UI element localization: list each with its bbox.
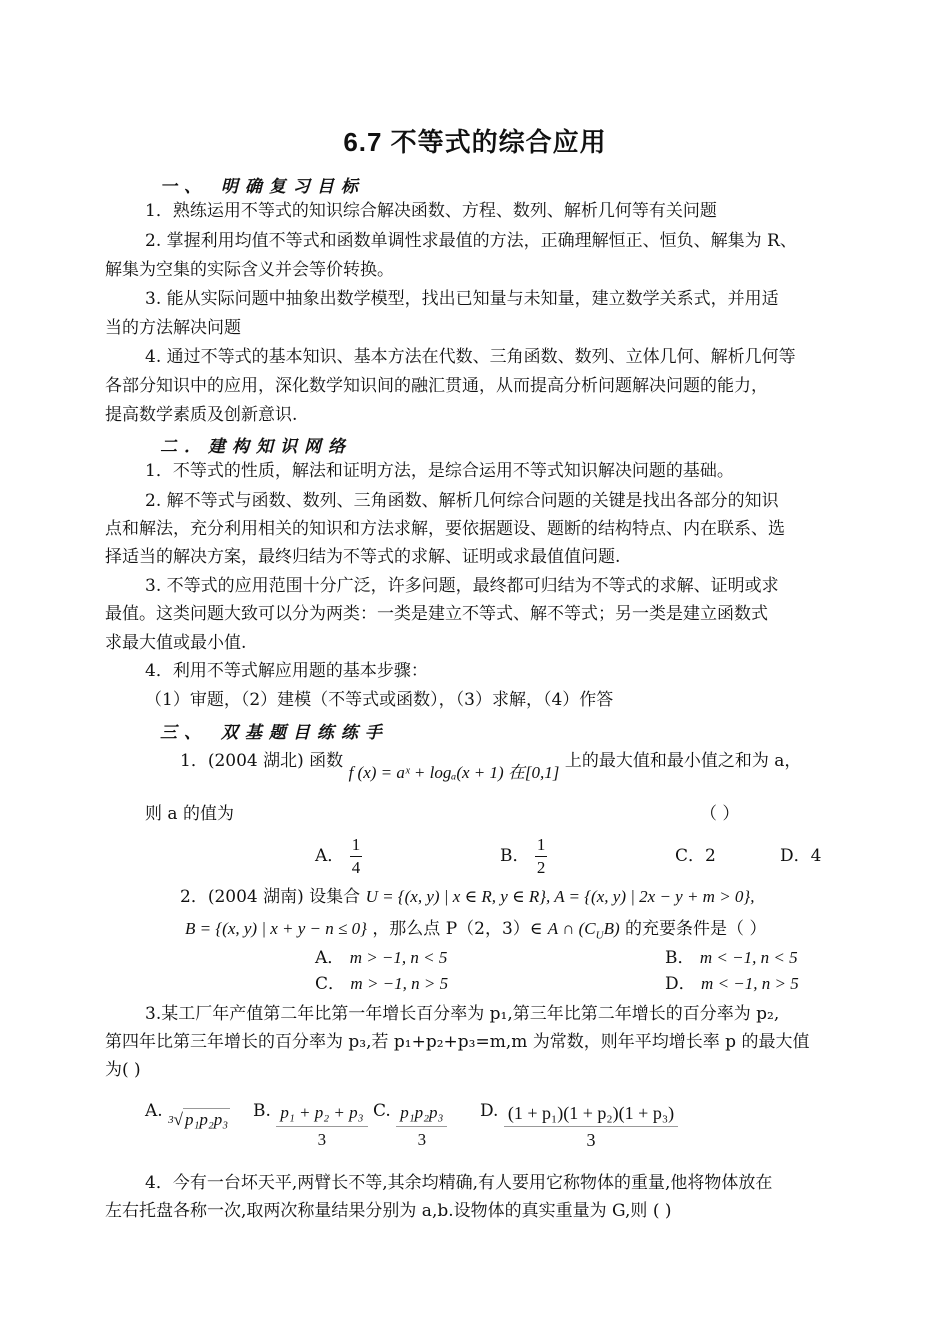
section-heading-exercises: 三、 双基题目练练手: [160, 723, 389, 743]
goal-2-line-1: 2. 掌握利用均值不等式和函数单调性求最值的方法，正确理解恒正、恒负、解集为 R、: [145, 231, 797, 251]
q1-option-b: [500, 834, 547, 879]
q4-line-1: 4．今有一台坏天平,两臂长不等,其余均精确,有人要用它称物体的重量,他将物体放在: [145, 1173, 773, 1193]
q3-option-c-fraction: [396, 1100, 447, 1153]
q3-option-b-den: 3: [317, 1130, 327, 1149]
q2-option-d: [665, 973, 799, 995]
q3-option-d-label: D.: [480, 1101, 499, 1121]
q2-condition-sub: U: [595, 929, 604, 942]
q1-option-a-num: 1: [350, 834, 363, 857]
q2-option-c: [315, 973, 448, 995]
q2-option-b-math: m < −1, n < 5: [699, 948, 798, 967]
q3-option-d-num: (1 + p₁)(1 + p₂)(1 + p₃): [504, 1100, 678, 1127]
q2-option-c-label: C．: [315, 974, 346, 994]
section-heading-network: 二．建构知识网络: [160, 437, 352, 457]
q3-root-index: 3: [168, 1114, 174, 1126]
q1-option-a-den: 4: [351, 858, 361, 877]
q1-prefix: 1．(2004 湖北) 函数: [180, 751, 344, 771]
question-2-line-1: [180, 886, 754, 908]
page-title: 6.7 不等式的综合应用: [343, 127, 607, 157]
question-2-line-2: [185, 918, 766, 946]
network-3-line-2: 最值。这类问题大致可以分为两类：一类是建立不等式、解不等式；另一类是建立函数式: [105, 604, 768, 624]
q3-option-b-num: p₁ + p₂ + p₃: [276, 1100, 367, 1127]
q2-option-c-math: m > −1, n > 5: [350, 974, 449, 993]
q1-answer-paren: （ ）: [700, 804, 740, 824]
q1-formula: f (x) = aˣ + logₐ(x + 1) 在[0,1]: [348, 763, 560, 782]
network-2-line-1: 2. 解不等式与函数、数列、三角函数、解析几何综合问题的关键是找出各部分的知识: [145, 491, 779, 511]
q3-option-a-root: [168, 1108, 230, 1131]
q1-suffix: 上的最大值和最小值之和为 a，: [564, 751, 802, 771]
q3-option-c-den: 3: [417, 1130, 427, 1149]
q2-condition-a: A ∩ (C: [547, 919, 596, 938]
goal-2-line-2: 解集为空集的实际含义并会等价转换。: [105, 260, 394, 280]
q1-option-b-fraction: [535, 834, 548, 879]
q3-option-c-label: C.: [373, 1101, 391, 1121]
q3-option-d-fraction: [504, 1100, 678, 1153]
q2-option-b-label: B．: [665, 948, 695, 968]
q2-option-d-label: D．: [665, 974, 696, 994]
q2-option-a-math: m > −1, n < 5: [349, 948, 448, 967]
q3-option-d: [480, 1100, 678, 1153]
q2-set-2: B = {(x, y) | x + y − n ≤ 0}: [185, 919, 367, 938]
network-1: 1．不等式的性质，解法和证明方法，是综合运用不等式知识解决问题的基础。: [145, 461, 734, 481]
q1-option-a-label: A．: [315, 846, 345, 866]
q4-line-2: 左右托盘各称一次,取两次称量结果分别为 a,b.设物体的真实重量为 G,则 ( ): [105, 1201, 672, 1221]
goal-3-line-2: 当的方法解决问题: [105, 318, 241, 338]
q3-option-b-label: B.: [253, 1101, 271, 1121]
q1-option-c: C．2: [675, 846, 716, 866]
goal-1: 1．熟练运用不等式的知识综合解决函数、方程、数列、解析几何等有关问题: [145, 201, 717, 221]
goal-4-line-3: 提高数学素质及创新意识.: [105, 405, 298, 425]
q3-line-1: 3.某工厂年产值第二年比第一年增长百分率为 p₁,第三年比第二年增长的百分率为 p₂,: [145, 1004, 780, 1024]
radical-sign-icon: √: [173, 1110, 183, 1129]
goal-3-line-1: 3. 能从实际问题中抽象出数学模型，找出已知量与未知量，建立数学关系式，并用适: [145, 289, 779, 309]
q1-option-a: [315, 834, 362, 879]
q3-option-a: [145, 1100, 230, 1129]
q1-line-2: 则 a 的值为: [145, 804, 234, 824]
q1-option-b-num: 1: [535, 834, 548, 857]
goal-4-line-2: 各部分知识中的应用，深化数学知识间的融汇贯通，从而提高分析问题解决问题的能力，: [105, 376, 768, 396]
q2-condition-b: B): [603, 919, 620, 938]
q2-option-b: [665, 947, 798, 969]
q3-option-b: [253, 1100, 368, 1153]
q3-option-c: [373, 1100, 447, 1153]
q3-option-b-fraction: [276, 1100, 367, 1153]
q2-set-1: U = {(x, y) | x ∈ R, y ∈ R}, A = {(x, y) | 2x − y + m > 0},: [365, 887, 755, 906]
goal-4-line-1: 4. 通过不等式的基本知识、基本方法在代数、三角函数、数列、立体几何、解析几何等: [145, 347, 796, 367]
q1-option-d: D．4: [780, 846, 822, 866]
q1-option-b-den: 2: [536, 858, 546, 877]
q2-option-a-label: A．: [315, 948, 345, 968]
network-4-line-2: （1）审题，（2）建模（不等式或函数），（3）求解，（4）作答: [145, 690, 614, 710]
q2-mid: ，那么点 P（2，3）∈: [372, 919, 543, 939]
q2-suffix: 的充要条件是（ ）: [625, 919, 767, 939]
q1-option-a-fraction: [350, 834, 363, 879]
q2-prefix: 2．(2004 湖南) 设集合: [180, 887, 361, 907]
network-2-line-2: 点和解法，充分利用相关的知识和方法求解，要依据题设、题断的结构特点、内在联系、选: [105, 519, 785, 539]
network-4-line-1: 4．利用不等式解应用题的基本步骤：: [145, 661, 428, 681]
network-3-line-3: 求最大值或最小值.: [105, 633, 247, 653]
network-2-line-3: 择适当的解决方案，最终归结为不等式的求解、证明或求最值值问题.: [105, 547, 621, 567]
q2-condition: [547, 919, 620, 942]
q2-option-a: [315, 947, 447, 969]
q3-root-body: p₁p₂p₃: [184, 1110, 229, 1129]
q1-option-b-label: B．: [500, 846, 530, 866]
q2-option-d-math: m < −1, n > 5: [701, 974, 799, 993]
q3-option-c-num: p₁p₂p₃: [396, 1100, 447, 1127]
q3-line-2: 第四年比第三年增长的百分率为 p₃,若 p₁+p₂+p₃=m,m 为常数，则年平均增长率 p 的最大值: [105, 1032, 810, 1052]
network-3-line-1: 3. 不等式的应用范围十分广泛，许多问题，最终都可归结为不等式的求解、证明或求: [145, 576, 779, 596]
q3-line-3: 为( ): [105, 1060, 141, 1080]
section-heading-goals: 一、 明确复习目标: [160, 177, 365, 197]
q3-option-d-den: 3: [586, 1130, 596, 1150]
q3-option-a-label: A.: [145, 1101, 163, 1121]
question-1-line-1: [180, 750, 802, 782]
